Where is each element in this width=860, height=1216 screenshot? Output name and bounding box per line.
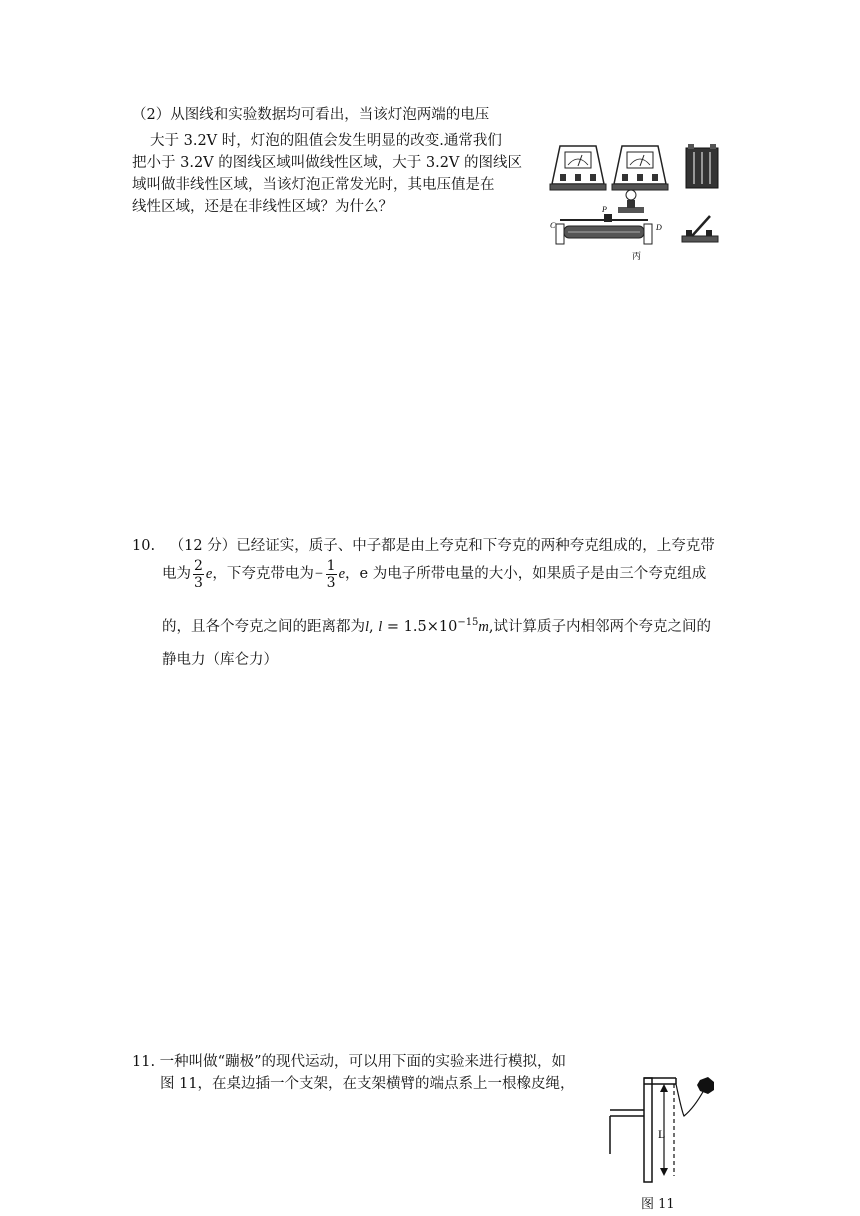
bulb-icon xyxy=(618,190,644,213)
q10-score: （12 分） xyxy=(169,538,237,554)
charge-symbol-e1: e xyxy=(205,566,213,582)
terminal-c-label: C xyxy=(550,221,556,230)
figure-caption-bing: 丙 xyxy=(632,251,642,261)
q10-line-1 xyxy=(132,536,715,556)
q11-line-1: 11. 一种叫做“蹦极”的现代运动，可以用下面的实验来进行模拟，如 xyxy=(132,1054,566,1070)
rheostat-icon xyxy=(550,205,662,244)
q9-line-2: 大于 3.2V 时，灯泡的阻值会发生明显的改变.通常我们 xyxy=(150,133,502,149)
bungee-figure xyxy=(608,1072,726,1190)
distance-value: = 1.5×10 xyxy=(382,618,458,635)
q10-text-1: 已经证实，质子、中子都是由上夸克和下夸克的两种夸克组成的，上夸克带 xyxy=(236,538,715,554)
q10-text-2c: ，e 为电子所带电量的大小，如果质子是由三个夸克组成 xyxy=(345,566,707,582)
fraction-one-third: $\frac{1}{3}$ xyxy=(326,557,336,591)
distance-unit: m xyxy=(478,618,489,635)
q9-line-5: 线性区域，还是在非线性区域？为什么？ xyxy=(132,199,393,215)
q10-line-3: 的，且各个夸克之间的距离都为l, $l = 1.5\times 10^{-15}m$,试计算质子内相邻两个夸克之间的 xyxy=(162,617,712,635)
slider-p-label: P xyxy=(602,205,607,214)
distance-exponent: −15 xyxy=(457,617,479,628)
q11-line-2: 图 11，在桌边插一个支架，在支架横臂的端点系上一根橡皮绳， xyxy=(160,1076,575,1092)
voltmeter-icon xyxy=(612,146,668,190)
distance-symbol-l-2: l xyxy=(378,618,383,635)
q9-line-4: 域叫做非线性区域，当该灯泡正常发光时，其电压值是在 xyxy=(132,177,495,193)
q10-text-2a: 电为 xyxy=(162,566,191,582)
fraction-two-thirds: $\frac{2}{3}$ xyxy=(194,557,203,591)
distance-symbol-l: l xyxy=(365,618,370,635)
q9-line-3: 把小于 3.2V 的图线区域叫做线性区域，大于 3.2V 的图线区 xyxy=(132,155,522,171)
q10-number: 10. xyxy=(132,538,156,554)
terminal-d-label: D xyxy=(656,223,662,232)
battery-icon xyxy=(686,144,718,188)
length-label-L: L xyxy=(658,1127,666,1141)
charge-symbol-e2: e xyxy=(338,566,346,582)
figure-11-caption: 图 11 xyxy=(641,1197,675,1212)
ammeter-icon xyxy=(550,146,606,190)
minus-sign: − xyxy=(313,566,324,582)
q10-line-2 xyxy=(162,554,706,594)
q10-text-3b: ,试计算质子内相邻两个夸克之间的 xyxy=(488,618,712,635)
q9-line-1: （2）从图线和实验数据均可看出，当该灯泡两端的电压 xyxy=(132,107,490,123)
q10-text-3a: 的，且各个夸克之间的距离都为 xyxy=(162,618,365,635)
equipment-figure xyxy=(546,140,732,268)
q10-text-2b: ，下夸克带电为 xyxy=(212,566,314,582)
switch-icon xyxy=(682,216,718,242)
q10-line-4: 静电力（库仑力） xyxy=(162,652,278,668)
